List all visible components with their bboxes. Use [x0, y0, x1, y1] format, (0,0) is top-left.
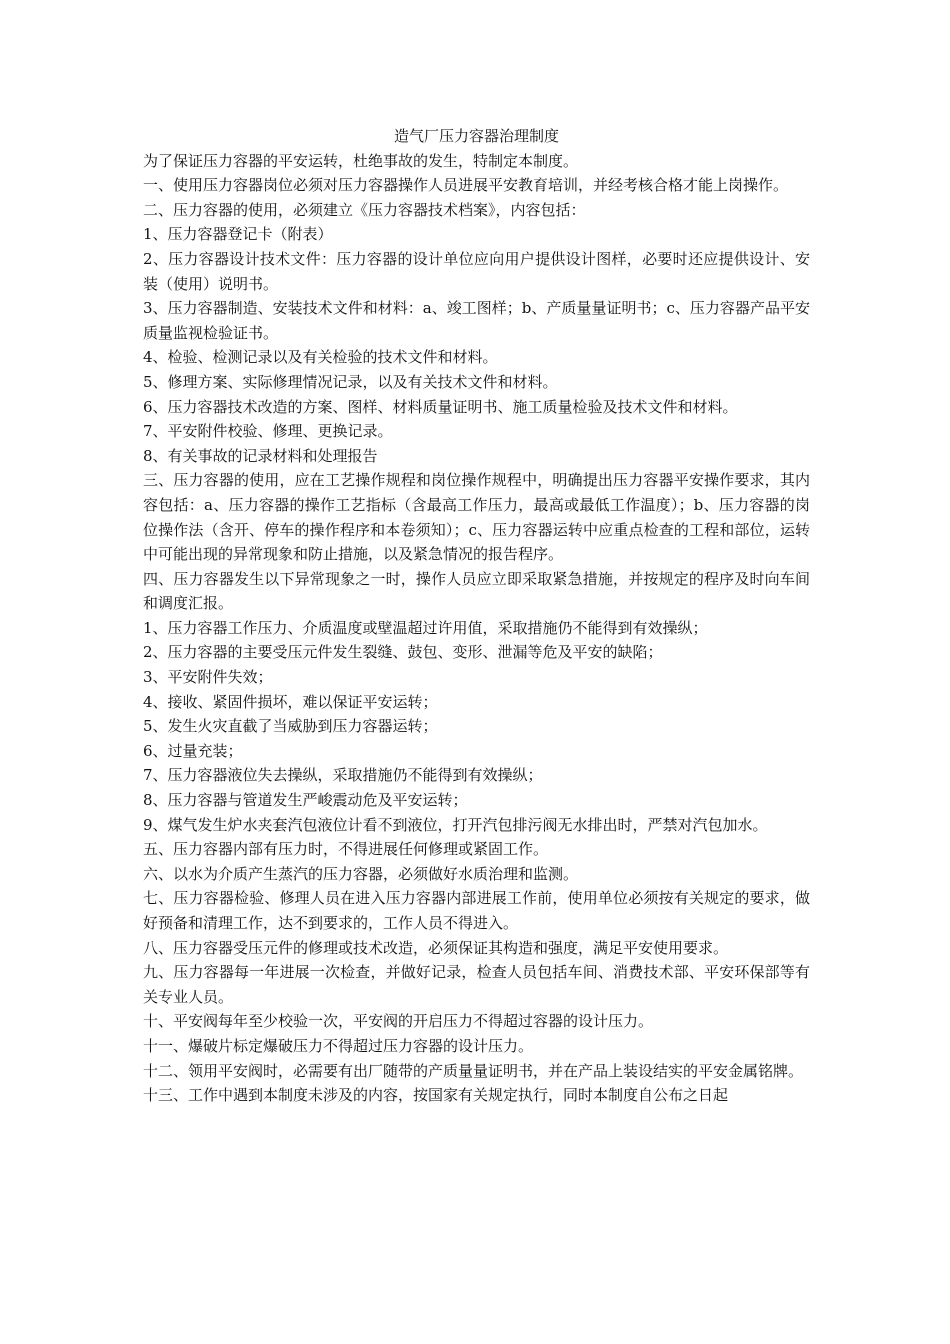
paragraph: 9、煤气发生炉水夹套汽包液位计看不到液位，打开汽包排污阀无水排出时，严禁对汽包加水。: [143, 815, 768, 834]
paragraph: 8、有关事故的记录材料和处理报告: [143, 446, 378, 465]
paragraph: 6、压力容器技术改造的方案、图样、材料质量证明书、施工质量检验及技术文件和材料。: [143, 397, 738, 416]
document-title: 造气厂压力容器治理制度: [393, 127, 559, 145]
paragraph: 为了保证压力容器的平安运转，杜绝事故的发生，特制定本制度。: [143, 151, 579, 170]
paragraph: 十二、领用平安阀时，必需要有出厂随带的产质量量证明书，并在产品上装设结实的平安金属铭牌。: [143, 1061, 804, 1080]
paragraph: 十一、爆破片标定爆破压力不得超过压力容器的设计压力。: [143, 1036, 534, 1055]
paragraph: 五、压力容器内部有压力时，不得进展任何修理或紧固工作。: [143, 840, 549, 859]
paragraph: 六、以水为介质产生蒸汽的压力容器，必须做好水质治理和监测。: [143, 864, 579, 883]
paragraph: 6、过量充装；: [143, 741, 243, 760]
paragraph: 5、修理方案、实际修理情况记录，以及有关技术文件和材料。: [143, 372, 558, 391]
paragraph: 2、压力容器的主要受压元件发生裂缝、鼓包、变形、泄漏等危及平安的缺陷；: [143, 643, 663, 662]
paragraph: 5、发生火灾直截了当威胁到压力容器运转；: [143, 717, 438, 736]
paragraph: 二、压力容器的使用，必须建立《压力容器技术档案》，内容包括：: [143, 200, 586, 219]
paragraph: 一、使用压力容器岗位必须对压力容器操作人员进展平安教育培训，并经考核合格才能上岗操作。: [143, 176, 789, 195]
paragraph: 8、压力容器与管道发生严峻震动危及平安运转；: [143, 791, 468, 810]
paragraph: 三、压力容器的使用，应在工艺操作规程和岗位操作规程中，明确提出压力容器平安操作要求，其内容包括：a、压力容器的操作工艺指标（含最高工作压力，最高或最低工作温度）；b、压力容器的岗位操作法（含开、停车的操作程序和本卷须知）；c、压力容器运转中应重点检查的工程和部位，运转中可能出现的异常现象和防止措施，以及紧急情况的报告程序。: [143, 471, 810, 564]
document-page: [143, 124, 810, 1108]
paragraph: 四、压力容器发生以下异常现象之一时，操作人员应立即采取紧急措施，并按规定的程序及时向车间和调度汇报。: [143, 569, 810, 613]
paragraph: 7、压力容器液位失去操纵，采取措施仍不能得到有效操纵；: [143, 766, 543, 785]
paragraph: 七、压力容器检验、修理人员在进入压力容器内部进展工作前，使用单位必须按有关规定的要求，做好预备和清理工作，达不到要求的，工作人员不得进入。: [143, 889, 810, 932]
paragraph: 1、压力容器工作压力、介质温度或壁温超过许用值，采取措施仍不能得到有效操纵；: [143, 618, 708, 637]
paragraph: 7、平安附件校验、修理、更换记录。: [143, 422, 393, 441]
paragraph: 八、压力容器受压元件的修理或技术改造，必须保证其构造和强度，满足平安使用要求。: [143, 938, 729, 957]
paragraph: 4、接收、紧固件损坏，难以保证平安运转；: [143, 692, 438, 711]
paragraph: 2、压力容器设计技术文件：压力容器的设计单位应向用户提供设计图样，必要时还应提供设计、安装（使用）说明书。: [143, 249, 810, 293]
paragraph: 3、平安附件失效；: [143, 668, 273, 687]
paragraph: 4、检验、检测记录以及有关检验的技术文件和材料。: [143, 348, 498, 367]
paragraph: 十三、工作中遇到本制度未涉及的内容，按国家有关规定执行，同时本制度自公布之日起: [143, 1086, 729, 1105]
paragraph: 1、压力容器登记卡（附表）: [143, 225, 333, 244]
paragraph: 3、压力容器制造、安装技术文件和材料：a、竣工图样；b、产质量量证明书；c、压力容器产品平安质量监视检验证书。: [143, 299, 810, 342]
paragraph: 九、压力容器每一年进展一次检查，并做好记录，检查人员包括车间、消费技术部、平安环保部等有关专业人员。: [143, 963, 810, 1006]
document-body: [143, 149, 810, 1108]
paragraph: 十、平安阀每年至少校验一次，平安阀的开启压力不得超过容器的设计压力。: [143, 1012, 654, 1031]
